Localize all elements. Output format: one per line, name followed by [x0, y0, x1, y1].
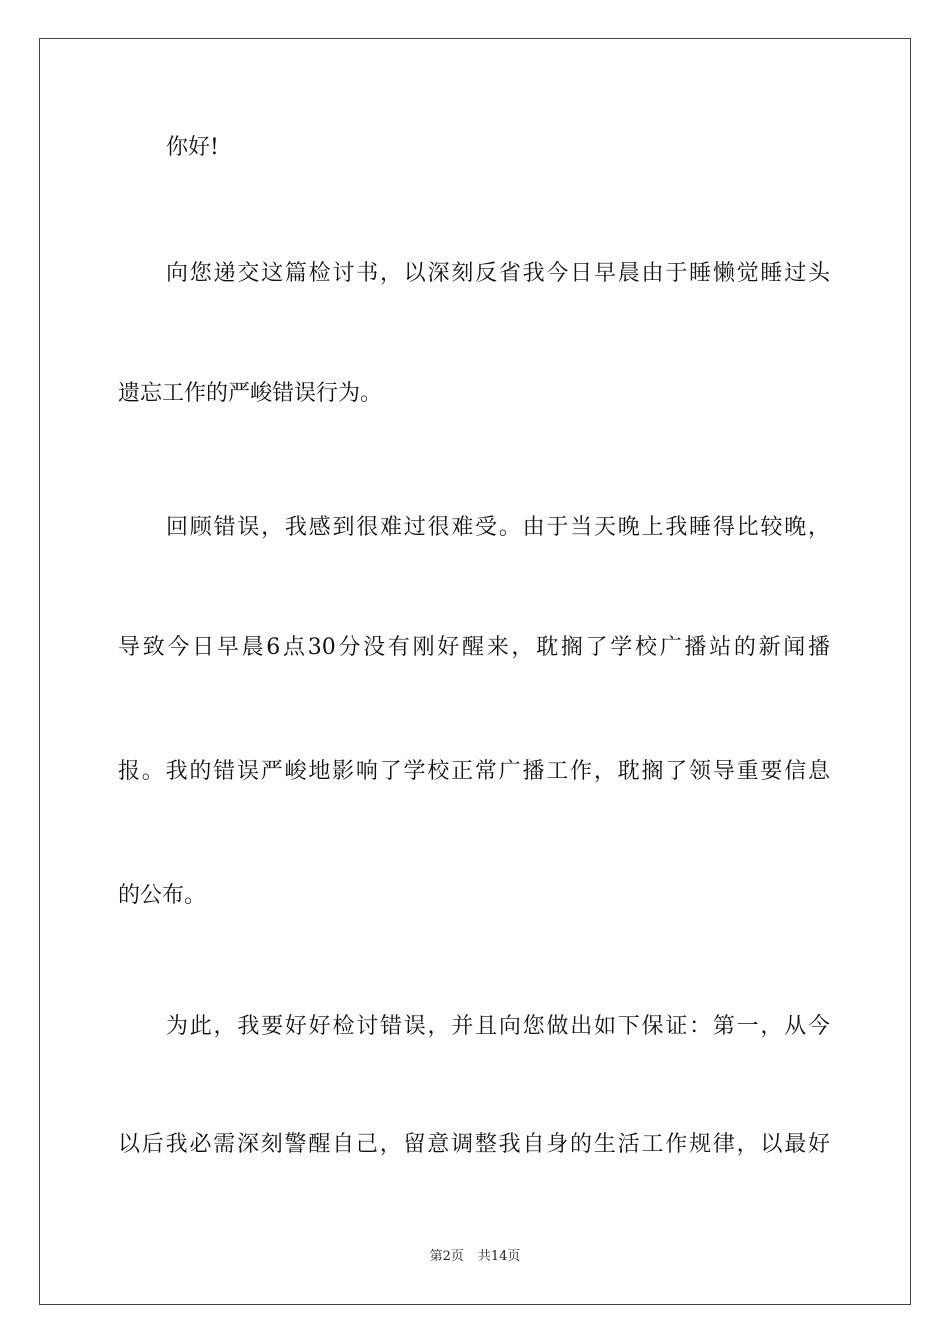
page-border: [39, 38, 911, 1305]
paragraph-2-line-3: 报。我的错误严峻地影响了学校正常广播工作，耽搁了领导重要信息: [118, 759, 830, 784]
paragraph-3-line-1: 为此，我要好好检讨错误，并且向您做出如下保证：第一，从今: [166, 1014, 830, 1039]
paragraph-1-line-2: 遗忘工作的严峻错误行为。: [118, 381, 383, 406]
greeting-line: 你好!: [166, 135, 219, 160]
page-footer: [0, 1248, 950, 1266]
paragraph-2-line-4: 的公布。: [118, 883, 207, 908]
paragraph-2-line-1: 回顾错误，我感到很难过很难受。由于当天晚上我睡得比较晚，: [166, 515, 830, 540]
page-total: 共14页: [477, 1249, 521, 1264]
page-number: 第2页: [429, 1249, 464, 1264]
paragraph-1-line-1: 向您递交这篇检讨书，以深刻反省我今日早晨由于睡懒觉睡过头: [166, 261, 830, 286]
paragraph-3-line-2: 以后我必需深刻警醒自己，留意调整我自身的生活工作规律，以最好: [118, 1132, 830, 1157]
paragraph-2-line-2: 导致今日早晨6点30分没有刚好醒来，耽搁了学校广播站的新闻播: [118, 635, 830, 660]
